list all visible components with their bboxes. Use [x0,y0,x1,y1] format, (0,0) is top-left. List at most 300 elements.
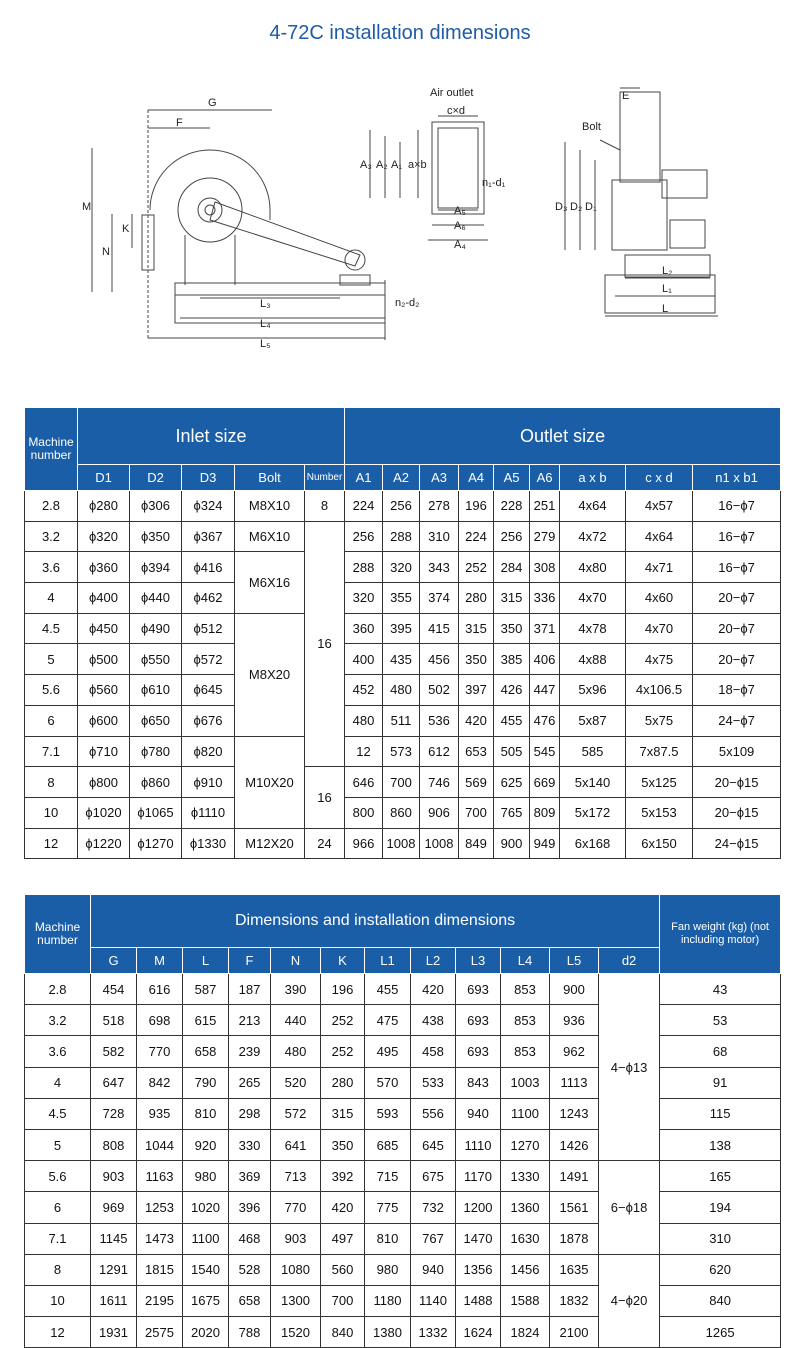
cd-cell: 4x75 [626,644,693,675]
table-row [25,613,781,644]
dimension-cell: 693 [456,974,501,1005]
a4-cell: 350 [459,644,494,675]
dimension-cell: 842 [137,1067,183,1098]
machine-number-cell: 3.2 [25,1005,91,1036]
dimension-cell: 1332 [411,1317,456,1348]
dimension-cell: 1044 [137,1129,183,1160]
dimension-cell: 528 [229,1254,271,1285]
a3-cell: 374 [420,583,459,614]
a1-cell: 573 [383,736,420,767]
a5-cell: 284 [494,552,530,583]
d2-cell: ϕ860 [130,767,182,798]
dimension-cell: 1253 [137,1192,183,1223]
dimension-cell: 675 [411,1161,456,1192]
machine-number-cell: 6 [25,705,78,736]
col-header: D3 [182,465,235,491]
dimension-cell: 213 [229,1005,271,1036]
col-header: L [183,948,229,974]
a4-cell: 700 [459,797,494,828]
col-header: L5 [550,948,599,974]
col-header: d2 [599,948,660,974]
d3-cell: ϕ645 [182,675,235,706]
table-row [25,797,781,828]
dimension-cell: 1456 [501,1254,550,1285]
bolt-cell: M6X10 [235,521,305,552]
label-cxd: c×d [447,105,466,117]
dimension-cell: 1356 [456,1254,501,1285]
table-row [25,675,781,706]
d1-cell: ϕ450 [78,613,130,644]
dimension-cell: 1520 [271,1317,321,1348]
a4-cell: 315 [459,613,494,644]
fan-weight-cell: 115 [660,1098,781,1129]
nb-cell: 24−ϕ15 [693,828,781,859]
dimension-cell: 940 [411,1254,456,1285]
a3-cell: 502 [420,675,459,706]
a2-cell: 612 [420,736,459,767]
dimension-cell: 810 [183,1098,229,1129]
d2-cell: ϕ1065 [130,797,182,828]
dimension-cell: 196 [321,974,365,1005]
d3-cell: ϕ324 [182,491,235,522]
a1-cell: 646 [345,767,383,798]
d3-cell: ϕ416 [182,552,235,583]
dimension-cell: 458 [411,1036,456,1067]
ab-cell: 5x96 [560,675,626,706]
dimension-cell: 1878 [550,1223,599,1254]
a4-cell: 224 [459,521,494,552]
a5-cell: 256 [494,521,530,552]
dimension-cell: 936 [550,1005,599,1036]
dimension-cell: 1473 [137,1223,183,1254]
cd-cell: 6x150 [626,828,693,859]
dimension-cell: 1630 [501,1223,550,1254]
a4-cell: 280 [459,583,494,614]
d2-cell: ϕ780 [130,736,182,767]
d1-cell: ϕ320 [78,521,130,552]
dimension-cell: 1100 [501,1098,550,1129]
a5-cell: 545 [530,736,560,767]
dimension-cell: 369 [229,1161,271,1192]
ab-cell: 4x78 [560,613,626,644]
dimension-cell: 843 [456,1067,501,1098]
dimension-cell: 560 [321,1254,365,1285]
dimension-cell: 239 [229,1036,271,1067]
label-F: F [176,117,183,129]
label-A2: A₂ [376,159,388,171]
table-row [25,552,781,583]
bolt-cell: M8X20 [235,613,305,736]
machine-number-cell: 4.5 [25,1098,91,1129]
dimension-cell: 1100 [183,1223,229,1254]
table-row [25,1005,781,1036]
a1-cell: 480 [345,705,383,736]
cd-cell: 4x71 [626,552,693,583]
a5-cell: 385 [494,644,530,675]
label-bolt: Bolt [582,121,601,133]
fan-weight-header: Fan weight (kg) (not including motor) [660,895,781,974]
dimension-cell: 582 [91,1036,137,1067]
machine-number-cell: 2.8 [25,491,78,522]
ab-cell: 4x72 [560,521,626,552]
dimension-cell: 1488 [456,1285,501,1316]
table-row [25,583,781,614]
nb-cell: 20−ϕ15 [693,797,781,828]
label-L5: L₅ [260,338,271,350]
d2-cell: ϕ490 [130,613,182,644]
a6-cell: 949 [530,828,560,859]
dimension-cell: 1110 [456,1129,501,1160]
dimension-cell: 980 [183,1161,229,1192]
installation-dimensions-table [24,894,781,1348]
dimension-cell: 713 [271,1161,321,1192]
machine-number-cell: 7.1 [25,736,78,767]
a4-cell: 420 [459,705,494,736]
table-row [25,767,781,798]
nb-cell: 20−ϕ7 [693,583,781,614]
table-row [25,1161,781,1192]
col-header: c x d [626,465,693,491]
d1-cell: ϕ500 [78,644,130,675]
dimension-cell: 920 [183,1129,229,1160]
outlet-flange-drawing [370,116,488,240]
label-D1: D₁ [585,201,597,213]
d3-cell: ϕ462 [182,583,235,614]
dimension-cell: 1815 [137,1254,183,1285]
dimension-cell: 390 [271,974,321,1005]
ab-cell: 4x70 [560,583,626,614]
dimension-cell: 1300 [271,1285,321,1316]
side-view-drawing [92,110,385,340]
dimension-cell: 853 [501,1036,550,1067]
ab-cell: 5x87 [560,705,626,736]
d1-cell: ϕ1220 [78,828,130,859]
a6-cell: 308 [530,552,560,583]
bolt-cell: M6X16 [235,552,305,613]
col-header: n1 x b1 [693,465,781,491]
dimension-cell: 520 [271,1067,321,1098]
dimension-cell: 587 [183,974,229,1005]
dimension-cell: 767 [411,1223,456,1254]
a2-cell: 256 [383,491,420,522]
dimensions-header: Dimensions and installation dimensions [91,895,660,948]
a6-cell: 476 [530,705,560,736]
nb-cell: 20−ϕ7 [693,644,781,675]
dimension-cell: 187 [229,974,271,1005]
fan-weight-cell: 620 [660,1254,781,1285]
table-row [25,1098,781,1129]
label-E: E [622,90,630,102]
a4-cell: 397 [459,675,494,706]
table-row [25,1192,781,1223]
a5-cell: 900 [494,828,530,859]
col-header: L3 [456,948,501,974]
a2-cell: 288 [383,521,420,552]
dimension-cell: 693 [456,1005,501,1036]
label-A4: A₄ [454,239,466,251]
col-header: K [321,948,365,974]
dimension-cell: 2195 [137,1285,183,1316]
d2-cell: 4−ϕ13 [599,974,660,1161]
dimension-cell: 1243 [550,1098,599,1129]
dimension-cell: 1145 [91,1223,137,1254]
dimension-cell: 1611 [91,1285,137,1316]
ab-cell: 4x64 [560,491,626,522]
d1-cell: ϕ560 [78,675,130,706]
dimension-cell: 420 [411,974,456,1005]
dimension-cell: 903 [271,1223,321,1254]
ab-cell: 4x80 [560,552,626,583]
table-row [25,1285,781,1316]
a5-cell: 228 [494,491,530,522]
machine-number-cell: 6 [25,1192,91,1223]
ab-cell: 5x140 [560,767,626,798]
dimension-cell: 2020 [183,1317,229,1348]
a1-cell: 966 [345,828,383,859]
a3-cell: 653 [459,736,494,767]
dimension-cell: 715 [365,1161,411,1192]
d2-cell: ϕ394 [130,552,182,583]
a3-cell: 278 [420,491,459,522]
dimension-cell: 616 [137,974,183,1005]
machine-number-cell: 8 [25,1254,91,1285]
a4-cell: 569 [459,767,494,798]
label-A1: A₁ [391,159,403,171]
table-row [25,1223,781,1254]
dimension-cell: 1330 [501,1161,550,1192]
dimension-cell: 1113 [550,1067,599,1098]
a5-cell: 315 [494,583,530,614]
d1-cell: ϕ1020 [78,797,130,828]
a1-cell: 256 [345,521,383,552]
a6-cell: 279 [530,521,560,552]
a6-cell: 336 [530,583,560,614]
dimension-cell: 732 [411,1192,456,1223]
d3-cell: ϕ367 [182,521,235,552]
a6-cell: 585 [560,736,626,767]
dimension-cell: 853 [501,1005,550,1036]
ab-cell: 5x172 [560,797,626,828]
dimension-cell: 454 [91,974,137,1005]
col-header: D1 [78,465,130,491]
dimension-cell: 685 [365,1129,411,1160]
machine-number-cell: 5.6 [25,1161,91,1192]
dimension-cell: 440 [271,1005,321,1036]
dimension-cell: 853 [501,974,550,1005]
dimension-cell: 615 [183,1005,229,1036]
table-row [25,491,781,522]
label-D2: D₂ [570,201,583,213]
col-header: A6 [530,465,560,491]
dimension-cell: 728 [91,1098,137,1129]
dimension-cell: 455 [365,974,411,1005]
dimension-cell: 570 [365,1067,411,1098]
cd-cell: 4x64 [626,521,693,552]
cd-cell: 5x75 [626,705,693,736]
dimension-cell: 556 [411,1098,456,1129]
a1-cell: 400 [345,644,383,675]
col-header: D2 [130,465,182,491]
dimension-cell: 1360 [501,1192,550,1223]
machine-number-cell: 3.2 [25,521,78,552]
a2-cell: 700 [383,767,420,798]
machine-number-header: Machine number [25,408,78,491]
label-L2: L₂ [662,265,673,277]
machine-number-cell: 4 [25,1067,91,1098]
fan-weight-cell: 138 [660,1129,781,1160]
dimension-cell: 1824 [501,1317,550,1348]
dimension-cell: 1931 [91,1317,137,1348]
dimension-cell: 808 [91,1129,137,1160]
table-row [25,828,781,859]
dimension-cell: 647 [91,1067,137,1098]
number-cell: 16 [305,767,345,828]
a1-cell: 320 [345,583,383,614]
d3-cell: ϕ820 [182,736,235,767]
a3-cell: 1008 [420,828,459,859]
dimension-cell: 495 [365,1036,411,1067]
number-cell: 24 [305,828,345,859]
cd-cell: 4x106.5 [626,675,693,706]
machine-number-cell: 3.6 [25,552,78,583]
col-header: N [271,948,321,974]
col-header: Bolt [235,465,305,491]
dimension-cell: 962 [550,1036,599,1067]
a3-cell: 536 [420,705,459,736]
table-row [25,1129,781,1160]
label-L3: L₃ [260,298,271,310]
nb-cell: 24−ϕ7 [693,705,781,736]
machine-number-cell: 8 [25,767,78,798]
bolt-cell: M12X20 [235,828,305,859]
d3-cell: ϕ910 [182,767,235,798]
col-header: A5 [494,465,530,491]
d3-cell: ϕ572 [182,644,235,675]
d1-cell: ϕ710 [78,736,130,767]
a6-cell: 447 [530,675,560,706]
dimension-cell: 1426 [550,1129,599,1160]
dimension-cell: 840 [321,1317,365,1348]
dimension-cell: 252 [321,1005,365,1036]
dimension-cell: 698 [137,1005,183,1036]
dimension-cell: 265 [229,1067,271,1098]
d2-cell: ϕ306 [130,491,182,522]
table-row [25,1254,781,1285]
col-header: M [137,948,183,974]
ab-cell: 4x88 [560,644,626,675]
machine-number-cell: 5.6 [25,675,78,706]
machine-number-cell: 7.1 [25,1223,91,1254]
a4-cell: 505 [494,736,530,767]
dimension-cell: 1163 [137,1161,183,1192]
dimension-cell: 1561 [550,1192,599,1223]
dimension-cell: 572 [271,1098,321,1129]
a1-cell: 360 [345,613,383,644]
table-row [25,521,781,552]
col-header: a x b [560,465,626,491]
a6-cell: 371 [530,613,560,644]
a1-cell: 800 [345,797,383,828]
dimension-cell: 693 [456,1036,501,1067]
table-row [25,644,781,675]
dimension-cell: 315 [321,1098,365,1129]
dimension-cell: 903 [91,1161,137,1192]
a3-cell: 456 [420,644,459,675]
a5-cell: 426 [494,675,530,706]
d3-cell: ϕ1110 [182,797,235,828]
bolt-cell: M10X20 [235,736,305,828]
machine-number-cell: 3.6 [25,1036,91,1067]
machine-number-cell: 5 [25,644,78,675]
label-D3: D₃ [555,201,568,213]
fan-weight-cell: 91 [660,1067,781,1098]
dimension-cell: 2575 [137,1317,183,1348]
d3-cell: ϕ676 [182,705,235,736]
dimension-cell: 593 [365,1098,411,1129]
fan-weight-cell: 165 [660,1161,781,1192]
a5-cell: 765 [494,797,530,828]
d1-cell: ϕ800 [78,767,130,798]
a6-cell: 406 [530,644,560,675]
dimension-cell: 1380 [365,1317,411,1348]
dimension-cell: 790 [183,1067,229,1098]
ab-cell: 6x168 [560,828,626,859]
machine-number-cell: 4.5 [25,613,78,644]
nb-cell: 18−ϕ7 [693,675,781,706]
dimension-cell: 1170 [456,1161,501,1192]
col-header: A3 [420,465,459,491]
dimension-cell: 1003 [501,1067,550,1098]
dimension-cell: 641 [271,1129,321,1160]
dimension-cell: 775 [365,1192,411,1223]
dimension-cell: 480 [271,1036,321,1067]
fan-weight-cell: 194 [660,1192,781,1223]
dimension-cell: 788 [229,1317,271,1348]
dimension-cell: 1140 [411,1285,456,1316]
number-cell: 8 [305,491,345,522]
col-header: A2 [383,465,420,491]
dimension-cell: 518 [91,1005,137,1036]
a2-cell: 355 [383,583,420,614]
d2-cell: ϕ1270 [130,828,182,859]
machine-number-cell: 10 [25,797,78,828]
label-L4: L₄ [260,318,271,330]
dimension-cell: 1080 [271,1254,321,1285]
a2-cell: 480 [383,675,420,706]
a5-cell: 625 [494,767,530,798]
a1-cell: 288 [345,552,383,583]
col-header: F [229,948,271,974]
dimension-cell: 396 [229,1192,271,1223]
dimension-cell: 980 [365,1254,411,1285]
col-header: G [91,948,137,974]
machine-number-cell: 12 [25,828,78,859]
dimension-cell: 1540 [183,1254,229,1285]
cd-cell: 4x70 [626,613,693,644]
dimension-cell: 2100 [550,1317,599,1348]
a6-cell: 669 [530,767,560,798]
dimension-cell: 1020 [183,1192,229,1223]
dimension-cell: 940 [456,1098,501,1129]
machine-number-cell: 2.8 [25,974,91,1005]
d2-cell: ϕ650 [130,705,182,736]
cd-cell: 4x57 [626,491,693,522]
table-row [25,974,781,1005]
dimension-cell: 1624 [456,1317,501,1348]
label-N: N [102,246,110,258]
a2-cell: 860 [383,797,420,828]
a5-cell: 455 [494,705,530,736]
